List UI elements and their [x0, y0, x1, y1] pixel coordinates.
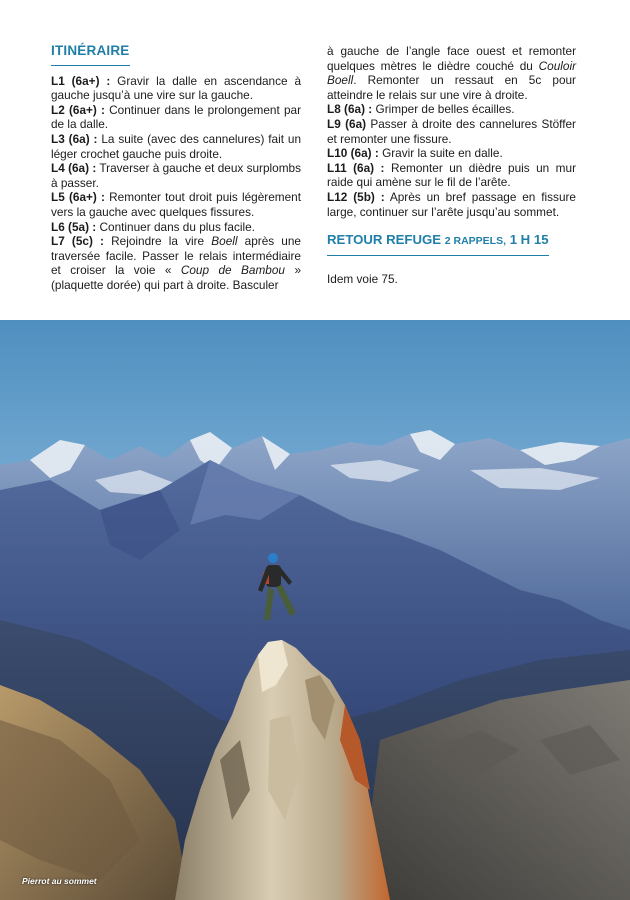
pitch-text: Gravir la suite en dalle. — [382, 146, 503, 161]
pitch-item — [51, 132, 301, 161]
pitch-label: L9 (6a) — [327, 116, 367, 131]
pitch-label: L1 (6a+) : — [51, 73, 111, 88]
pitch-text: Passer à droite des cannelures Stöffer et remonter une fissure. — [327, 116, 576, 146]
pitch-text: Continuer dans du plus facile. — [99, 219, 255, 234]
pitch-label: L2 (6a+) : — [51, 102, 105, 117]
pitch-label: L8 (6a) : — [327, 102, 373, 117]
pitch-text: Après un bref passage en fissure large, continuer sur l’arête jusqu’au sommet. — [327, 189, 576, 219]
pitch-item — [51, 74, 301, 103]
right-column — [327, 44, 576, 286]
pitch-text: Rejoindre la vire — [111, 234, 205, 249]
retour-text: Idem voie 75. — [327, 271, 398, 286]
photo-caption: Pierrot au sommet — [22, 876, 97, 886]
continuation-text: à gauche de l’angle face ouest et remonter quelques mètres le dièdre couché du — [327, 44, 576, 73]
pitch-item — [51, 190, 301, 219]
pitch-label: L12 (5b) : — [327, 189, 385, 204]
pitch-label: L4 (6a) : — [51, 161, 97, 176]
retour-section — [327, 233, 576, 286]
itinerary-title: ITINÉRAIRE — [51, 44, 130, 66]
pitch-continuation — [327, 44, 576, 102]
pitch-item — [327, 146, 576, 161]
pitch-label: L5 (6a+) : — [51, 190, 105, 205]
pitch-item — [51, 220, 301, 235]
pitch-label: L11 (6a) : — [327, 160, 385, 175]
pitch-text: La suite (avec des cannelures) fait un léger crochet gauche puis droite. — [51, 131, 302, 161]
pitch-item — [51, 161, 301, 190]
pitch-text: Continuer dans le prolongement par de la dalle. — [51, 102, 302, 132]
pitch-item — [327, 161, 576, 190]
pitch-text: après une traversée facile. Passer le relais intermédiaire et croiser la voie « — [51, 234, 301, 278]
route-name: Couloir Boell — [327, 58, 576, 88]
route-name: Coup de Bambou — [180, 263, 285, 278]
pitch-label: L3 (6a) : — [51, 131, 98, 146]
retour-title-main: RETOUR REFUGE — [327, 232, 442, 248]
retour-title-time: 1 H 15 — [509, 232, 549, 248]
pitch-text: » (plaquette dorée) qui part à droite. Basculer — [51, 263, 302, 292]
continuation-text: . Remonter un ressaut en 5c pour atteindre le relais sur une vire à droite. — [327, 73, 576, 102]
pitch-label: L7 (5c) : — [51, 234, 104, 249]
pitch-text: Traverser à gauche et deux surplombs à passer. — [51, 161, 301, 190]
left-column — [51, 44, 301, 293]
pitch-text: Remonter un dièdre puis un mur raide qui amène sur le fil de l’arête. — [327, 160, 576, 190]
pitch-item — [327, 102, 576, 117]
pitch-item — [327, 190, 576, 219]
pitch-text: Remonter tout droit puis légèrement vers la gauche avec quelques fissures. — [51, 190, 301, 219]
pitch-label: L10 (6a) : — [327, 146, 379, 161]
pitch-item — [327, 117, 576, 146]
pitch-label: L6 (5a) : — [51, 219, 97, 234]
pitch-item — [51, 234, 301, 292]
pitch-list — [51, 74, 301, 293]
mountain-landscape-image — [0, 320, 630, 900]
retour-title-rappels: 2 RAPPELS, — [444, 235, 507, 248]
retour-title — [327, 233, 549, 256]
pitch-text: Grimper de belles écailles. — [375, 102, 515, 117]
route-name: Boell — [211, 234, 238, 249]
summit-photo — [0, 320, 630, 900]
pitch-item — [51, 103, 301, 132]
pitch-text: Gravir la dalle en ascendance à gauche jusqu’à une vire sur la gauche. — [51, 73, 302, 103]
